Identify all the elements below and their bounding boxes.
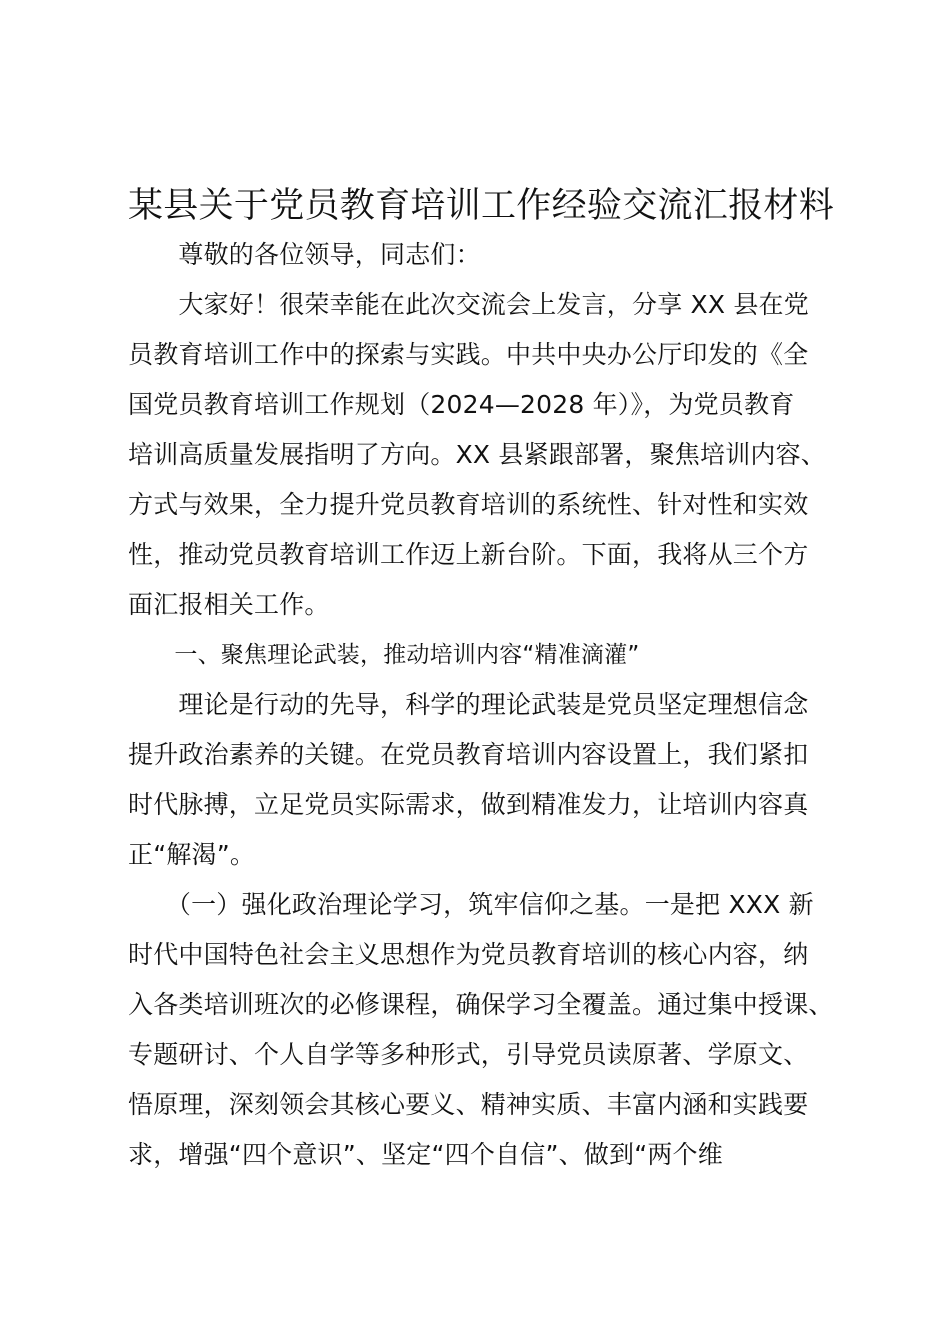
paragraph-line: 员教育培训工作中的探索与实践。中共中央办公厅印发的《全 xyxy=(128,340,809,369)
paragraph-line: 时代脉搏，立足党员实际需求，做到精准发力，让培训内容真 xyxy=(128,790,809,819)
paragraph-line: 理论是行动的先导，科学的理论武装是党员坚定理想信念 xyxy=(128,690,809,719)
paragraph-line: （一）强化政治理论学习，筑牢信仰之基。一是把 XXX 新 xyxy=(128,890,814,919)
salutation-line: 尊敬的各位领导，同志们： xyxy=(128,240,481,269)
paragraph-line: 正“解渴”。 xyxy=(128,840,256,869)
paragraph-line: 国党员教育培训工作规划（2024—2028 年）》，为党员教育 xyxy=(128,390,795,419)
section-heading: 一、聚焦理论武装，推动培训内容“精准滴灌” xyxy=(128,642,640,668)
paragraph-line: 性，推动党员教育培训工作迈上新台阶。下面，我将从三个方 xyxy=(128,540,809,569)
document-title: 某县关于党员教育培训工作经验交流汇报材料 xyxy=(128,186,835,226)
paragraph-line: 时代中国特色社会主义思想作为党员教育培训的核心内容，纳 xyxy=(128,940,809,969)
paragraph-line: 求，增强“四个意识”、坚定“四个自信”、做到“两个维 xyxy=(128,1140,723,1169)
paragraph-line: 方式与效果，全力提升党员教育培训的系统性、针对性和实效 xyxy=(128,490,809,519)
paragraph-line: 培训高质量发展指明了方向。XX 县紧跟部署，聚焦培训内容、 xyxy=(128,440,827,469)
paragraph-line: 入各类培训班次的必修课程，确保学习全覆盖。通过集中授课、 xyxy=(128,990,834,1019)
paragraph-line: 专题研讨、个人自学等多种形式，引导党员读原著、学原文、 xyxy=(128,1040,809,1069)
paragraph-line: 大家好！很荣幸能在此次交流会上发言，分享 XX 县在党 xyxy=(128,290,809,319)
paragraph-line: 面汇报相关工作。 xyxy=(128,590,330,619)
paragraph-line: 悟原理，深刻领会其核心要义、精神实质、丰富内涵和实践要 xyxy=(128,1090,809,1119)
paragraph-line: 提升政治素养的关键。在党员教育培训内容设置上，我们紧扣 xyxy=(128,740,809,769)
